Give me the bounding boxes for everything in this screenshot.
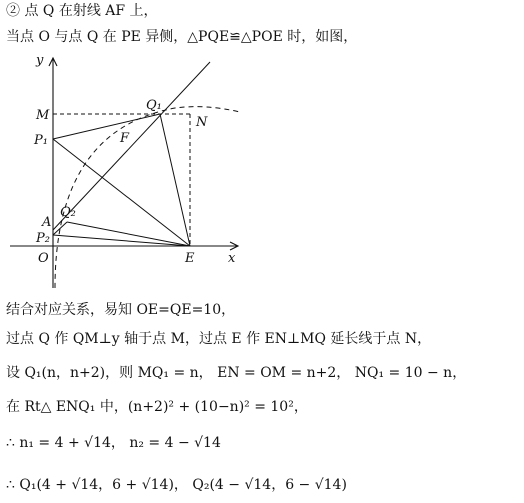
label-F: F (120, 131, 130, 146)
text-line-6: 在 Rt△ ENQ₁ 中，(n+2)² + (10−n)² = 10²， (6, 399, 308, 415)
text-line-3: 结合对应关系，易知 OE=QE=10， (6, 302, 236, 318)
label-x: x (228, 251, 236, 266)
segment-P2Q2 (53, 222, 67, 235)
text-line-4: 过点 Q 作 QM⊥y 轴于点 M，过点 E 作 EN⊥MQ 延长线于点 N， (6, 331, 432, 347)
text-line-1: ② 点 Q 在射线 AF 上， (6, 3, 158, 19)
ray-AF (53, 62, 210, 230)
label-E: E (185, 251, 195, 266)
label-P1: P₁ (34, 133, 48, 148)
label-M: M (36, 108, 50, 123)
text-line-8: ∴ Q₁(4 + √14，6 + √14)， Q₂(4 − √14，6 − √14) (6, 477, 347, 493)
label-Q1: Q₁ (146, 98, 162, 113)
text-line-2: 当点 O 与点 Q 在 PE 异侧，△PQE≌△POE 时，如图， (6, 29, 358, 45)
label-Q2: Q₂ (60, 205, 76, 220)
segment-P1Q1 (53, 114, 160, 139)
segment-Q2E (67, 222, 190, 246)
label-N: N (196, 115, 208, 130)
segment-P2E (53, 235, 190, 246)
dashed-arc (55, 107, 240, 288)
label-y: y (36, 53, 44, 68)
label-A: A (42, 215, 52, 230)
text-line-5: 设 Q₁(n，n+2)，则 MQ₁ = n， EN = OM = n+2， NQ₁ = 10 − n， (6, 365, 467, 381)
text-line-7: ∴ n₁ = 4 + √14， n₂ = 4 − √14 (6, 435, 221, 451)
label-P2: P₂ (36, 231, 50, 246)
label-O: O (38, 251, 49, 266)
geometry-figure (0, 50, 300, 295)
